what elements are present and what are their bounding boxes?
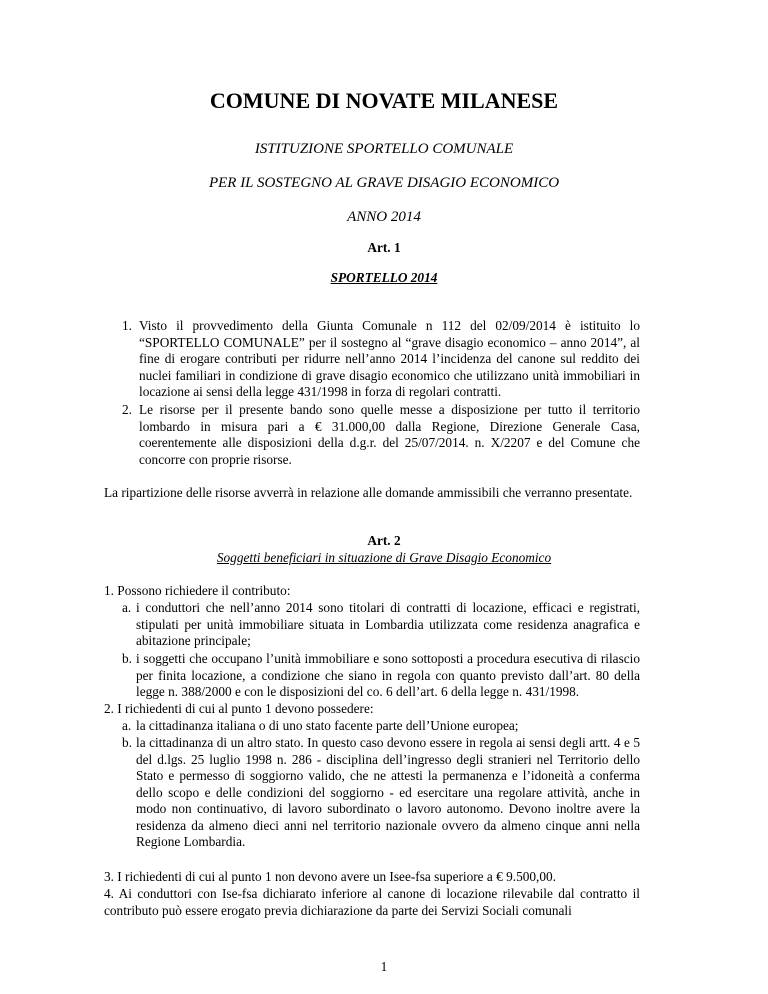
art2-point-2a-text: la cittadinanza italiana o di uno stato facente parte dell’Unione europea; xyxy=(136,718,519,733)
subtitle-anno: ANNO 2014 xyxy=(347,209,421,225)
art2-point-2a: a. la cittadinanza italiana o di uno stato facente parte dell’Unione europea; xyxy=(122,718,640,735)
page-title: COMUNE DI NOVATE MILANESE xyxy=(209,88,559,113)
page-number: 1 xyxy=(380,959,388,974)
art2-title xyxy=(0,550,768,567)
art1-title xyxy=(0,270,768,287)
art2-point-2b: b. la cittadinanza di un altro stato. In questo caso devono essere in regola ai sensi degli artt. 4 e 5 del d.lgs. 25 luglio 1998 n. 286 - disciplina dell’ingresso degli stranieri nel Territorio dello Stato e permesso di soggiorno valido, che ne attesti la permanenza e l’idoneità a conferma dello scopo e delle condizioni del soggiorno - ed esercitare una regolare attività, anche in modo non continuativo, di lavoro subordinato o lavoro autonomo. Devono inoltre avere la residenza da almeno dieci anni nel territorio nazionale ovvero da almeno cinque anni nella Regione Lombardia. xyxy=(122,735,640,849)
subtitle-istituzione: ISTITUZIONE SPORTELLO COMUNALE xyxy=(254,141,514,157)
art1-item-1-text: Visto il provvedimento della Giunta Comunale n 112 del 02/09/2014 è istituito lo “SPORTELLO COMUNALE” per il sostegno al “grave disagio economico – anno 2014”, al fine di erogare contributi per ridurre nell’anno 2014 l’incidenza del canone sul reddito dei nuclei familiari in condizione di grave disagio economico che utilizzano unità immobiliari in locazione ai sensi della legge 431/1998 in forza di regolari contratti. xyxy=(139,318,640,399)
art1-number: Art. 1 xyxy=(367,240,401,255)
art1-item-1-number: 1. xyxy=(122,318,132,333)
art2-point-2b-text: la cittadinanza di un altro stato. In questo caso devono essere in regola ai sensi degli artt. 4 e 5 del d.lgs. 25 luglio 1998 n. 286 - disciplina dell’ingresso degli stranieri nel Territorio dello Stato e permesso di soggiorno valido, che ne attesti la permanenza e l’idoneità a conferma dello scopo e delle condizioni del soggiorno - ed esercitare una regolare attività, anche in modo non continuativo, di lavoro subordinato o lavoro autonomo. Devono inoltre avere la residenza da almeno dieci anni nel territorio nazionale ovvero da almeno cinque anni nella Regione Lombardia. xyxy=(136,735,640,849)
art2-point-3: 3. I richiedenti di cui al punto 1 non devono avere un Isee-fsa superiore a € 9.500,00. xyxy=(104,869,556,884)
art1-item-2-text: Le risorse per il presente bando sono quelle messe a disposizione per tutto il territorio lombardo in misura pari a € 31.000,00 dalla Regione, Direzione Generale Casa, coerentemente alle disposizioni della d.g.r. del 25/07/2014. n. X/2207 e del Comune che concorre con proprie risorse. xyxy=(139,402,640,467)
art2-point-1: 1. Possono richiedere il contributo: xyxy=(104,583,291,598)
art2-title-text: Soggetti beneficiari in situazione di Grave Disagio Economico xyxy=(216,550,552,565)
art1-title-text: SPORTELLO 2014 xyxy=(330,270,438,285)
subtitle-sostegno: PER IL SOSTEGNO AL GRAVE DISAGIO ECONOMICO xyxy=(208,175,560,191)
art1-note: La ripartizione delle risorse avverrà in relazione alle domande ammissibili che verranno presentate. xyxy=(104,485,633,500)
art2-point-1b-text: i soggetti che occupano l’unità immobiliare e sono sottoposti a procedura esecutiva di rilascio per finita locazione, a condizione che siano in regola con quanto previsto dall’art. 80 della legge n. 388/2000 e con le disposizioni del co. 6 dell’art. 6 della legge n. 431/1998. xyxy=(136,651,640,699)
art2-point-1a-text: i conduttori che nell’anno 2014 sono titolari di contratti di locazione, efficaci e registrati, stipulati per unità immobiliare situata in Lombardia utilizzata come residenza anagrafica e abitazione principale; xyxy=(136,600,640,648)
art1-item-1 xyxy=(122,318,640,401)
art2-point-1b: b. i soggetti che occupano l’unità immobiliare e sono sottoposti a procedura esecutiva di rilascio per finita locazione, a condizione che siano in regola con quanto previsto dall’art. 80 della legge n. 388/2000 e con le disposizioni del co. 6 dell’art. 6 della legge n. 431/1998. xyxy=(122,651,640,699)
art2-number: Art. 2 xyxy=(367,533,401,548)
art1-item-2-number: 2. xyxy=(122,402,132,417)
art2-point-4: 4. Ai conduttori con Ise-fsa dichiarato inferiore al canone di locazione rilevabile dal contratto il contributo può essere erogato previa dichiarazione da parte dei Servizi Sociali comunali xyxy=(104,886,640,918)
art2-point-1a: a. i conduttori che nell’anno 2014 sono titolari di contratti di locazione, efficaci e registrati, stipulati per unità immobiliare situata in Lombardia utilizzata come residenza anagrafica e abitazione principale; xyxy=(122,600,640,648)
art1-item-2 xyxy=(122,402,640,468)
art2-point-2: 2. I richiedenti di cui al punto 1 devono possedere: xyxy=(104,701,374,716)
